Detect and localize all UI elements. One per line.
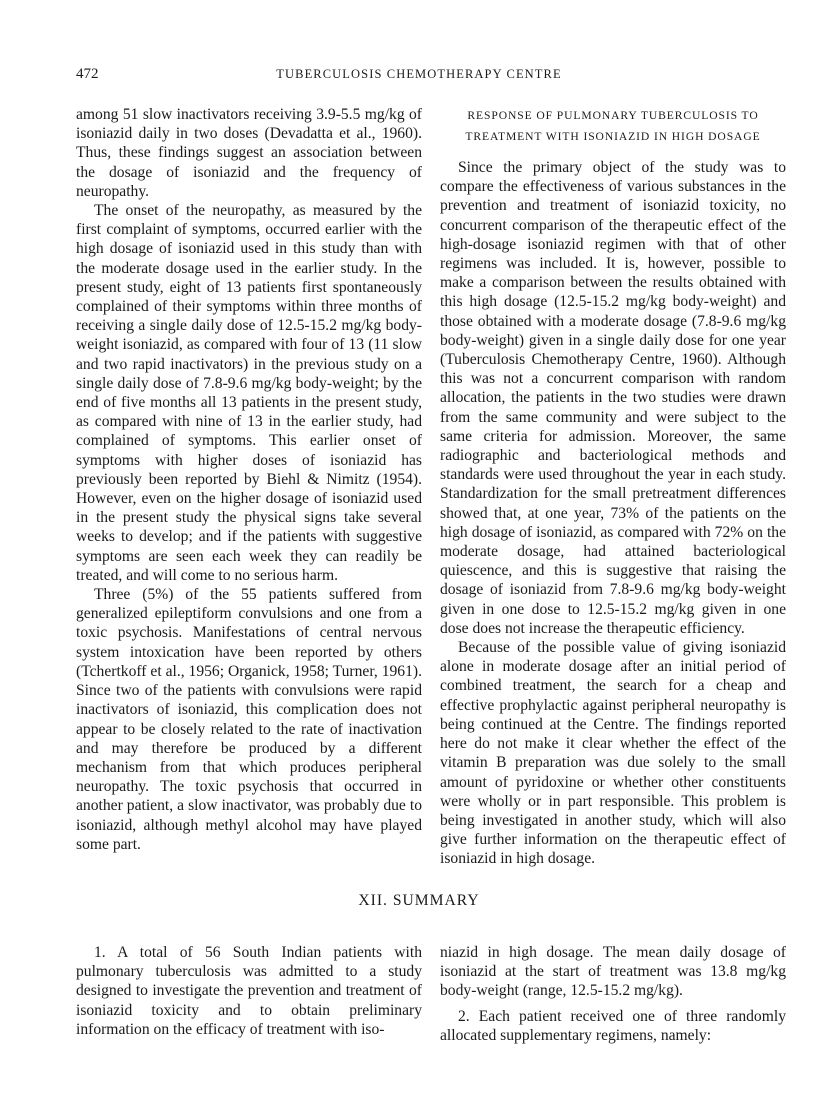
paragraph: Because of the possible value of giving isoniazid alone in moderate dosage after an initial period of combined treatment, the search for a cheap and effective prophylactic against peripheral neuropathy is being continued at the Centre. The findings reported here do not make it clear whether the effect of the vitamin B preparation was due solely to the small amount of pyridoxine or whether other constituents were wholly or in part responsible. This problem is being investigated in another study, which will also give further information on the therapeutic effect of isoniazid in high dosage.	[440, 639, 786, 868]
paragraph: Three (5%) of the 55 patients suffered from generalized epileptiform convulsions and one from a toxic psychosis. Manifestations of central nervous system intoxication have been reported by others (Tchertkoff et al., 1956; Organick, 1958; Turner, 1961). Since two of the patients with convulsions were rapid inactivators of isoniazid, this complication does not appear to be closely related to the rate of inactivation and may therefore be produced by a different mechanism from that which produces peripheral neuropathy. The toxic psychosis that occurred in another patient, a slow inactivator, was probably due to isoniazid, although methyl alcohol may have played some part.	[76, 586, 422, 853]
summary-item: niazid in high dosage. The mean daily dosage of isoniazid at the start of treatment was 13.8 mg/kg body-weight (range, 12.5-15.2 mg/kg).	[440, 944, 786, 1000]
section-heading-line: TREATMENT WITH ISONIAZID IN HIGH DOSAGE	[465, 130, 761, 143]
paragraph: among 51 slow inactivators receiving 3.9-5.5 mg/kg of isoniazid daily in two doses (Devadatta et al., 1960). Thus, these findings suggest an association between the dosage of isoniazid and the frequency of neuropathy.	[76, 106, 422, 200]
paragraph: The onset of the neuropathy, as measured by the first complaint of symptoms, occurred earlier with the high dosage of isoniazid used in this study than with the moderate dosage used in the earlier study. In the present study, eight of 13 patients first spontaneously complained of their symptoms within three months of receiving a single daily dose of 12.5-15.2 mg/kg body-weight isoniazid, as compared with four of 13 (11 slow and two rapid inactivators) in the previous study on a single daily dose of 7.8-9.6 mg/kg body-weight; by the end of five months all 13 patients in the present study, as compared with nine of 13 in the earlier study, had complained of symptoms. This earlier onset of symptoms with higher doses of isoniazid has previously been reported by Biehl & Nimitz (1954). However, even on the higher dosage of isoniazid used in the present study the physical signs take several weeks to develop; and if the patients with suggestive symptoms are seen each week they can readily be treated, and will come to no serious harm.	[76, 202, 422, 584]
section-heading	[440, 105, 786, 147]
paragraph: Since the primary object of the study was to compare the effectiveness of various substances in the prevention and treatment of isoniazid toxicity, no concurrent comparison of the therapeutic effect of the high-dosage isoniazid regimen with that of other regimens was included. It is, however, possible to make a comparison between the results obtained with this high dosage (12.5-15.2 mg/kg body-weight) and those obtained with a moderate dosage (7.8-9.6 mg/kg body-weight) given in a single daily dose for one year (Tuberculosis Chemotherapy Centre, 1960). Although this was not a concurrent comparison with random allocation, the patients in the two studies were drawn from the same community and were subject to the same criteria for admission. Moreover, the same radiographic and bacteriological methods and standards were used throughout the year in each study. Standardization for the small pretreatment differences showed that, at one year, 73% of the patients on the high dosage of isoniazid, as compared with 72% on the moderate dosage, had attained bacteriological quiescence, and this is suggestive that raising the dosage of isoniazid from 7.8-9.6 mg/kg body-weight given in one dose to 12.5-15.2 mg/kg given in one dose does not increase the therapeutic efficiency.	[440, 159, 786, 637]
right-column	[440, 105, 786, 869]
left-column	[76, 105, 422, 854]
summary-left-column	[76, 943, 422, 1039]
page-number: 472	[76, 66, 99, 82]
page-header	[76, 66, 762, 88]
summary-heading: XII. SUMMARY	[358, 892, 480, 909]
section-heading-line: RESPONSE OF PULMONARY TUBERCULOSIS TO	[467, 109, 759, 122]
summary-right-column	[440, 943, 786, 1045]
summary-item: 1. A total of 56 South Indian patients with pulmonary tuberculosis was admitted to a study designed to investigate the prevention and treatment of isoniazid toxicity and to obtain preliminary information on the efficacy of treatment with iso-	[76, 944, 422, 1038]
journal-title: TUBERCULOSIS CHEMOTHERAPY CENTRE	[276, 67, 562, 81]
summary-item: 2. Each patient received one of three randomly allocated supplementary regimens, namely:	[440, 1007, 786, 1044]
